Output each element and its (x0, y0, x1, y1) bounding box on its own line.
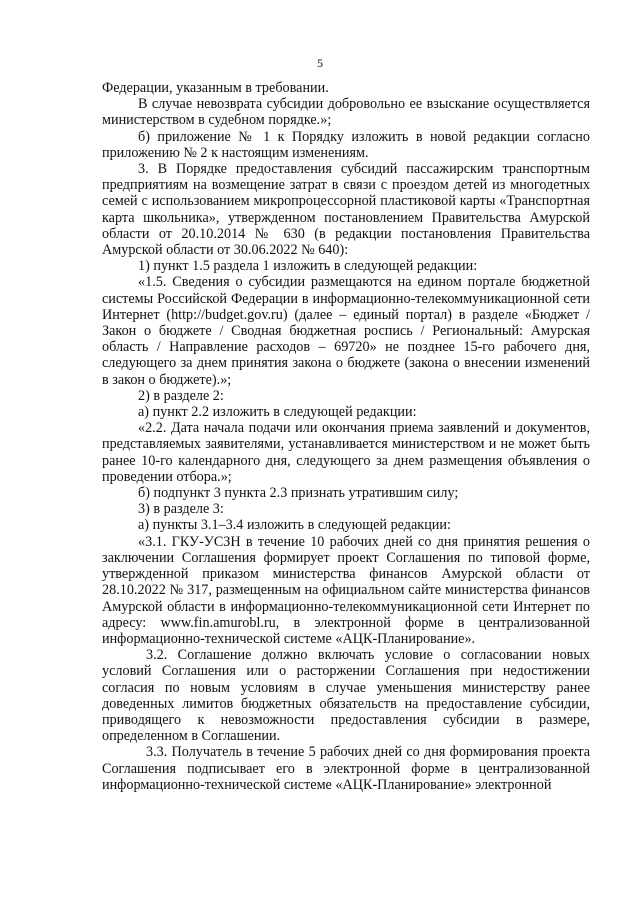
paragraph: а) пункт 2.2 изложить в следующей редакции: (138, 404, 417, 421)
page-number: 5 (317, 56, 323, 70)
paragraph: б) приложение № 1 к Порядку изложить в новой редакции согласно приложению № 2 к настоящим изменениям. (102, 128, 590, 161)
paragraph: Федерации, указанным в требовании. (102, 80, 329, 96)
paragraph: «2.2. Дата начала подачи или окончания приема заявлений и документов, представляемых заявителями, устанавливается министерством и не может быть ранее 10-го календарного дня, следующего за днем размещения объявления о проведении отбора.»; (102, 420, 590, 485)
paragraph: 3. В Порядке предоставления субсидий пассажирским транспортным предприятиям на возмещение затрат в связи с проездом детей из многодетных семей с использованием микропроцессорной пластиковой карты «Транспортная карта школьника», утвержденном постановлением Правительства Амурской области от 20.10.2014 № 630 (в редакции постановления Правительства Амурской области от 30.06.2022 № 640): (102, 161, 590, 259)
paragraph: 3) в разделе 3: (138, 501, 224, 518)
paragraph: 2) в разделе 2: (138, 387, 224, 404)
paragraph: 1) пункт 1.5 раздела 1 изложить в следующей редакции: (138, 258, 478, 275)
paragraph: б) подпункт 3 пункта 2.3 признать утратившим силу; (138, 485, 459, 502)
paragraph: В случае невозврата субсидии добровольно ее взыскание осуществляется министерством в судебном порядке.»; (102, 96, 590, 129)
paragraph: «3.1. ГКУ-УСЗН в течение 10 рабочих дней со дня принятия решения о заключении Соглашения формирует проект Соглашения по типовой форме, утвержденной приказом министерства финансов Амурской области от 28.10.2022 № 317, размещенным на официальном сайте министерства финансов Амурской области в информационно-телекоммуникационной сети Интернет по адресу: www.fin.amurobl.ru, в электронной форме в централизованной информационно-технической системе «АЦК-Планирование». (102, 533, 590, 647)
document-body (102, 80, 590, 793)
paragraph: «1.5. Сведения о субсидии размещаются на едином портале бюджетной системы Российской Федерации в информационно-телекоммуникационной сети Интернет (http://budget.gov.ru) (далее – единый портал) в разделе «Бюджет / Закон о бюджете / Сводная бюджетная роспись / Региональный: Амурская область / Направление расходов – 69720» не позднее 15-го рабочего дня, следующего за днем принятия закона о бюджете (закона о внесении изменений в закон о бюджете).»; (102, 274, 590, 388)
paragraph: 3.2. Соглашение должно включать условие о согласовании новых условий Соглашения или о расторжении Соглашения при недостижении согласия по новым условиям в случае уменьшения министерству ранее доведенных лимитов бюджетных обязательств на предоставление субсидии, приводящего к невозможности предоставления субсидии в размере, определенном в Соглашении. (102, 647, 590, 745)
paragraph: а) пункты 3.1–3.4 изложить в следующей редакции: (138, 517, 451, 534)
paragraph: 3.3. Получатель в течение 5 рабочих дней со дня формирования проекта Соглашения подписывает его в электронной форме в централизованной информационно-технической системе «АЦК-Планирование» электронной (102, 744, 590, 793)
